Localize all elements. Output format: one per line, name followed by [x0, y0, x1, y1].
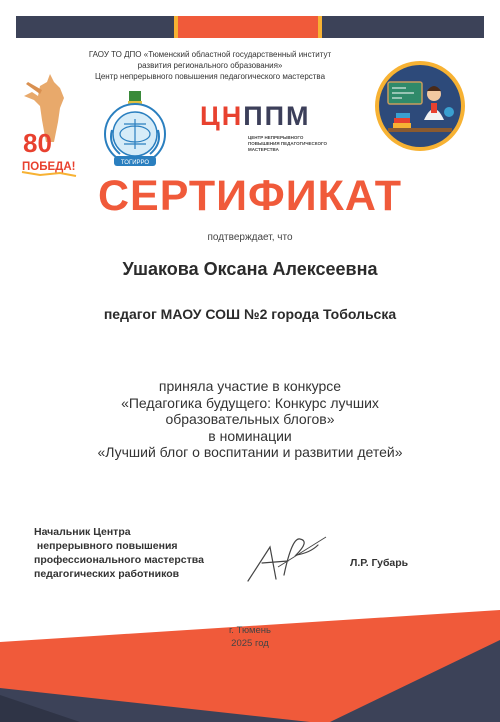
handwritten-signature	[240, 527, 330, 587]
issuer-header	[60, 49, 360, 82]
bottom-decoration	[0, 600, 500, 722]
signer-name: Л.Р. Губарь	[350, 557, 409, 569]
body-line-3: образовательных блогов»	[165, 411, 335, 427]
cnppm-logo	[190, 95, 330, 150]
signer-title-line-3: профессионального мастерства	[34, 554, 204, 566]
top-accent-stripe	[174, 16, 322, 38]
year: 2025 год	[231, 638, 269, 649]
place-and-year	[0, 624, 500, 650]
pobeda-word: ПОБЕДА!	[22, 161, 76, 173]
signer-title-line-1: Начальник Центра	[34, 526, 131, 538]
city: г. Тюмень	[229, 625, 271, 636]
signer-title-line-2: непрерывного повышения	[34, 540, 178, 552]
togirro-label: ТОГИРРО	[120, 160, 150, 166]
certificate-body	[40, 378, 460, 461]
confirms-text: подтверждает, что	[207, 232, 293, 243]
cnppm-word-red: ЦН	[200, 101, 244, 131]
pobeda-number: 80	[23, 128, 52, 158]
signer-title-line-4: педагогических работников	[34, 568, 180, 580]
pobeda-80-logo	[20, 72, 80, 182]
issuer-line-2: развития регионального образования»	[137, 61, 283, 70]
issuer-line-1: ГАОУ ТО ДПО «Тюменский областной государственный институт	[88, 50, 332, 59]
body-line-5: «Лучший блог о воспитании и развитии детей»	[97, 444, 403, 460]
body-line-2: «Педагогика будущего: Конкурс лучших	[121, 394, 379, 411]
body-line-1: приняла участие в конкурсе	[158, 378, 342, 394]
signer-title	[34, 525, 234, 581]
cnppm-wordmark	[200, 101, 311, 132]
issuer-line-3: Центр непрерывного повышения педагогического мастерства	[94, 72, 326, 81]
cnppm-word-dark: ППМ	[243, 101, 311, 131]
recipient-name: Ушакова Оксана Алексеевна	[122, 259, 378, 279]
body-line-4: в номинации	[208, 427, 292, 444]
cnppm-subtitle: ЦЕНТР НЕПРЕРЫВНОГО ПОВЫШЕНИЯ ПЕДАГОГИЧЕСКОГО МАСТЕРСТВА	[248, 135, 328, 152]
teacher-illustration-logo	[374, 60, 466, 152]
togirro-logo	[100, 90, 170, 170]
recipient-position: педагог МАОУ СОШ №2 города Тобольска	[103, 306, 397, 322]
certificate-title: СЕРТИФИКАТ	[97, 172, 403, 220]
